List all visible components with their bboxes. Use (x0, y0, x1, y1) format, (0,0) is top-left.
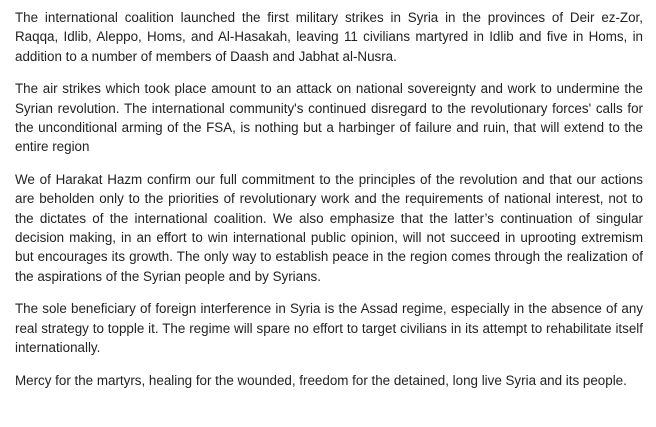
paragraph-assad-beneficiary: The sole beneficiary of foreign interference in Syria is the Assad regime, especially in the absence of any real strategy to topple it. The regime will spare no effort to target civilians in its attempt to rehabilitate itself internationally. (15, 301, 643, 356)
paragraph-closing-statement: Mercy for the martyrs, healing for the wounded, freedom for the detained, long live Syria and its people. (15, 372, 627, 388)
paragraph-national-sovereignty: The air strikes which took place amount to an attack on national sovereignty and work to undermine the Syrian revolution. The international community's continued disregard to the revolutionary forces' calls for the unconditional arming of the FSA, is nothing but a harbinger of failure and ruin, that will extend to the entire region (15, 81, 643, 155)
paragraph-coalition-strikes: The international coalition launched the first military strikes in Syria in the provinces of Deir ez-Zor, Raqqa, Idlib, Aleppo, Homs, and Al-Hasakah, leaving 11 civilians martyred in Idlib and five in Homs, in addition to a number of members of Daash and Jabhat al-Nusra. (15, 10, 643, 64)
paragraph-harakat-hazm-commitment: We of Harakat Hazm confirm our full commitment to the principles of the revolution and that our actions are beholden only to the priorities of revolutionary work and the requirements of national interest, not to the dictates of the international coalition. We also emphasize that the latter’s continuation of singular decision making, in an effort to win international public opinion, will not succeed in uprooting extremism but encourages its growth. The only way to establish peace in the region comes through the realization of the aspirations of the Syrian people and by Syrians. (15, 171, 643, 284)
